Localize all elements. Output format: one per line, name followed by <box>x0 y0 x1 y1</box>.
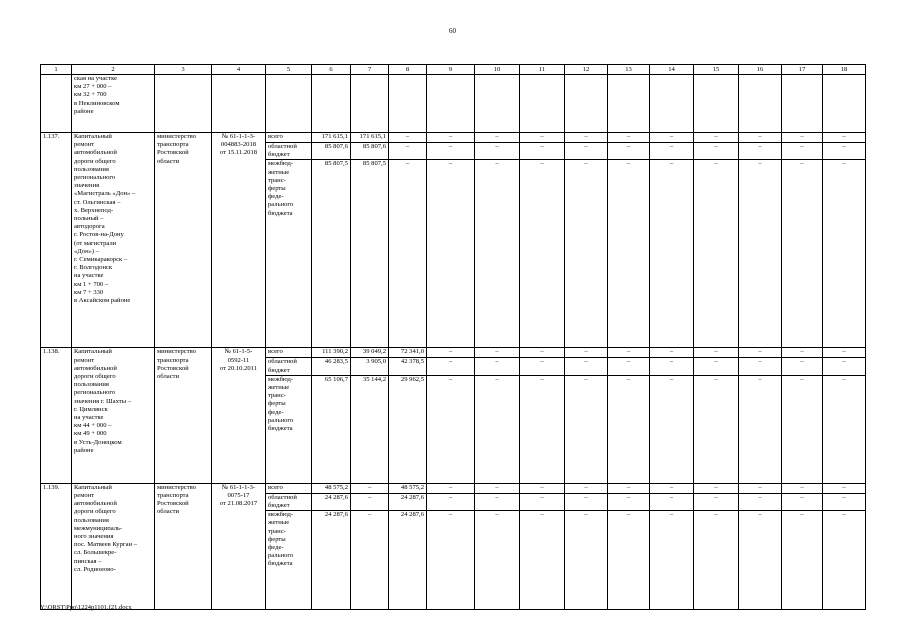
entry-row <box>41 133 866 143</box>
value-col-14: – <box>650 493 694 510</box>
cell-empty <box>520 75 565 133</box>
value-col-14: – <box>650 348 694 358</box>
value-col-14: – <box>650 358 694 375</box>
value-col-7: 3 905,0 <box>351 358 389 375</box>
value-col-11: – <box>520 483 565 493</box>
column-number-row <box>41 65 866 75</box>
funding-source: всего <box>266 348 312 358</box>
value-col-12: – <box>565 133 608 143</box>
value-col-9: – <box>427 375 475 483</box>
column-number-17: 17 <box>782 65 823 75</box>
value-col-14: – <box>650 160 694 348</box>
value-col-8: 24 287,6 <box>389 493 427 510</box>
column-number-11: 11 <box>520 65 565 75</box>
entry-organization: министерство транспорта Ростовской области <box>155 133 212 348</box>
value-col-9: – <box>427 348 475 358</box>
value-col-16: – <box>739 511 782 610</box>
value-col-11: – <box>520 358 565 375</box>
value-col-15: – <box>694 133 739 143</box>
cell-empty <box>312 75 351 133</box>
column-number-4: 4 <box>212 65 266 75</box>
value-col-17: – <box>782 483 823 493</box>
value-col-11: – <box>520 511 565 610</box>
entry-number: 1.138. <box>41 348 72 483</box>
column-number-14: 14 <box>650 65 694 75</box>
funding-source: межбюд- жетные транс- ферты феде- рального бюджета <box>266 511 312 610</box>
cell-empty <box>266 75 312 133</box>
value-col-12: – <box>565 511 608 610</box>
value-col-14: – <box>650 143 694 160</box>
value-col-11: – <box>520 348 565 358</box>
value-col-12: – <box>565 143 608 160</box>
cell-empty <box>694 75 739 133</box>
value-col-14: – <box>650 375 694 483</box>
value-col-17: – <box>782 160 823 348</box>
value-col-8: 48 575,2 <box>389 483 427 493</box>
entry-row <box>41 348 866 358</box>
column-number-9: 9 <box>427 65 475 75</box>
value-col-10: – <box>475 483 520 493</box>
program-table <box>40 64 866 610</box>
value-col-13: – <box>608 133 650 143</box>
funding-source: областной бюджет <box>266 143 312 160</box>
value-col-13: – <box>608 160 650 348</box>
cell-empty <box>739 75 782 133</box>
cell-empty <box>782 75 823 133</box>
value-col-16: – <box>739 375 782 483</box>
funding-source: всего <box>266 483 312 493</box>
value-col-14: – <box>650 483 694 493</box>
column-number-12: 12 <box>565 65 608 75</box>
funding-source: межбюд- жетные транс- ферты феде- рального бюджета <box>266 160 312 348</box>
value-col-18: – <box>823 348 866 358</box>
value-col-18: – <box>823 375 866 483</box>
value-col-9: – <box>427 143 475 160</box>
value-col-13: – <box>608 358 650 375</box>
funding-source: областной бюджет <box>266 358 312 375</box>
value-col-10: – <box>475 348 520 358</box>
value-col-15: – <box>694 375 739 483</box>
value-col-12: – <box>565 493 608 510</box>
value-col-12: – <box>565 483 608 493</box>
cell-empty <box>212 75 266 133</box>
entry-name: Капитальный ремонт автомобильной дороги общего пользования регионального значения «Магистраль «Дон» – ст. Ольгинская – х. Верхнепод- польный – автодорога г. Ростов-на-Дону (от магистрали «Дон») – г. Семикаракорск – г. Волгодонск на участке км 1 + 700 – км 7 + 330 в Аксайском районе <box>72 133 155 348</box>
value-col-16: – <box>739 160 782 348</box>
value-col-9: – <box>427 483 475 493</box>
column-number-10: 10 <box>475 65 520 75</box>
value-col-6: 46 283,5 <box>312 358 351 375</box>
entry-name: Капитальный ремонт автомобильной дороги общего пользования межмуниципаль- ного значения пос. Матвеев Курган – сл. Большекре- пинская – сл. Родионово- <box>72 483 155 609</box>
value-col-16: – <box>739 493 782 510</box>
value-col-10: – <box>475 375 520 483</box>
funding-source: межбюд- жетные транс- ферты феде- рального бюджета <box>266 375 312 483</box>
value-col-15: – <box>694 493 739 510</box>
value-col-10: – <box>475 511 520 610</box>
value-col-15: – <box>694 483 739 493</box>
value-col-11: – <box>520 493 565 510</box>
value-col-10: – <box>475 493 520 510</box>
value-col-8: 42 378,5 <box>389 358 427 375</box>
value-col-13: – <box>608 348 650 358</box>
funding-source: всего <box>266 133 312 143</box>
value-col-7: 85 807,6 <box>351 143 389 160</box>
value-col-12: – <box>565 375 608 483</box>
column-number-7: 7 <box>351 65 389 75</box>
value-col-13: – <box>608 143 650 160</box>
value-col-18: – <box>823 160 866 348</box>
value-col-7: 171 615,1 <box>351 133 389 143</box>
value-col-12: – <box>565 160 608 348</box>
value-col-9: – <box>427 160 475 348</box>
table-body <box>41 65 866 610</box>
value-col-6: 111 390,2 <box>312 348 351 358</box>
value-col-11: – <box>520 133 565 143</box>
column-number-18: 18 <box>823 65 866 75</box>
cell-empty <box>650 75 694 133</box>
value-col-14: – <box>650 511 694 610</box>
cell-empty <box>565 75 608 133</box>
value-col-7: – <box>351 483 389 493</box>
column-number-6: 6 <box>312 65 351 75</box>
entry-number: 1.137. <box>41 133 72 348</box>
value-col-15: – <box>694 348 739 358</box>
column-number-16: 16 <box>739 65 782 75</box>
column-number-5: 5 <box>266 65 312 75</box>
value-col-6: 65 106,7 <box>312 375 351 483</box>
value-col-6: 24 287,6 <box>312 511 351 610</box>
value-col-6: 85 807,5 <box>312 160 351 348</box>
cell-empty <box>351 75 389 133</box>
entry-document: № 61-1-1-3- 0075-17 от 21.08.2017 <box>212 483 266 609</box>
value-col-7: 39 049,2 <box>351 348 389 358</box>
value-col-16: – <box>739 133 782 143</box>
column-number-8: 8 <box>389 65 427 75</box>
value-col-8: 29 962,5 <box>389 375 427 483</box>
value-col-9: – <box>427 133 475 143</box>
cell-empty <box>389 75 427 133</box>
entry-document: № 61-1-1-3- 004883-2018 от 15.11.2018 <box>212 133 266 348</box>
entry-document: № 61-1-5- 0592-11 от 20.10.2011 <box>212 348 266 483</box>
value-col-13: – <box>608 511 650 610</box>
value-col-11: – <box>520 160 565 348</box>
value-col-17: – <box>782 375 823 483</box>
funding-source: областной бюджет <box>266 493 312 510</box>
continuation-row <box>41 75 866 133</box>
value-col-10: – <box>475 358 520 375</box>
cell-empty <box>427 75 475 133</box>
column-number-3: 3 <box>155 65 212 75</box>
column-number-15: 15 <box>694 65 739 75</box>
footer-file-path: Y:\ORST\Ppo\1224p1101.f21.docx <box>40 604 132 611</box>
cell-empty <box>608 75 650 133</box>
cell-empty <box>155 75 212 133</box>
entry-name: Капитальный ремонт автомобильной дороги общего пользования регионального значения г. Шахты – г. Цимлянск на участке км 44 + 000 – км 49 + 000 в Усть-Донецком районе <box>72 348 155 483</box>
value-col-17: – <box>782 133 823 143</box>
value-col-7: – <box>351 511 389 610</box>
column-number-2: 2 <box>72 65 155 75</box>
page-number: 60 <box>449 27 456 35</box>
value-col-8: – <box>389 143 427 160</box>
value-col-18: – <box>823 493 866 510</box>
value-col-13: – <box>608 375 650 483</box>
cell-empty <box>475 75 520 133</box>
value-col-13: – <box>608 483 650 493</box>
value-col-9: – <box>427 358 475 375</box>
entry-number: 1.139. <box>41 483 72 609</box>
value-col-6: 85 807,6 <box>312 143 351 160</box>
value-col-12: – <box>565 358 608 375</box>
value-col-10: – <box>475 160 520 348</box>
value-col-15: – <box>694 160 739 348</box>
value-col-15: – <box>694 358 739 375</box>
value-col-7: – <box>351 493 389 510</box>
value-col-17: – <box>782 511 823 610</box>
value-col-18: – <box>823 483 866 493</box>
value-col-18: – <box>823 511 866 610</box>
value-col-15: – <box>694 511 739 610</box>
column-number-13: 13 <box>608 65 650 75</box>
value-col-14: – <box>650 133 694 143</box>
value-col-16: – <box>739 483 782 493</box>
value-col-11: – <box>520 143 565 160</box>
value-col-8: – <box>389 160 427 348</box>
value-col-10: – <box>475 143 520 160</box>
value-col-11: – <box>520 375 565 483</box>
value-col-17: – <box>782 143 823 160</box>
value-col-18: – <box>823 358 866 375</box>
cell-empty <box>823 75 866 133</box>
value-col-8: – <box>389 133 427 143</box>
value-col-18: – <box>823 133 866 143</box>
value-col-7: 85 807,5 <box>351 160 389 348</box>
value-col-18: – <box>823 143 866 160</box>
column-number-1: 1 <box>41 65 72 75</box>
value-col-13: – <box>608 493 650 510</box>
value-col-16: – <box>739 143 782 160</box>
value-col-9: – <box>427 493 475 510</box>
entry-organization: министерство транспорта Ростовской области <box>155 348 212 483</box>
value-col-17: – <box>782 493 823 510</box>
value-col-10: – <box>475 133 520 143</box>
value-col-6: 48 575,2 <box>312 483 351 493</box>
cell-name: ская на участке км 27 + 000 – км 32 + 700 в Неклиновском районе <box>72 75 155 133</box>
value-col-8: 24 287,6 <box>389 511 427 610</box>
value-col-17: – <box>782 348 823 358</box>
value-col-9: – <box>427 511 475 610</box>
value-col-12: – <box>565 348 608 358</box>
value-col-7: 35 144,2 <box>351 375 389 483</box>
value-col-6: 24 287,6 <box>312 493 351 510</box>
value-col-8: 72 341,0 <box>389 348 427 358</box>
value-col-16: – <box>739 348 782 358</box>
entry-row <box>41 483 866 493</box>
value-col-15: – <box>694 143 739 160</box>
entry-organization: министерство транспорта Ростовской области <box>155 483 212 609</box>
value-col-16: – <box>739 358 782 375</box>
cell-num <box>41 75 72 133</box>
value-col-6: 171 615,1 <box>312 133 351 143</box>
value-col-17: – <box>782 358 823 375</box>
